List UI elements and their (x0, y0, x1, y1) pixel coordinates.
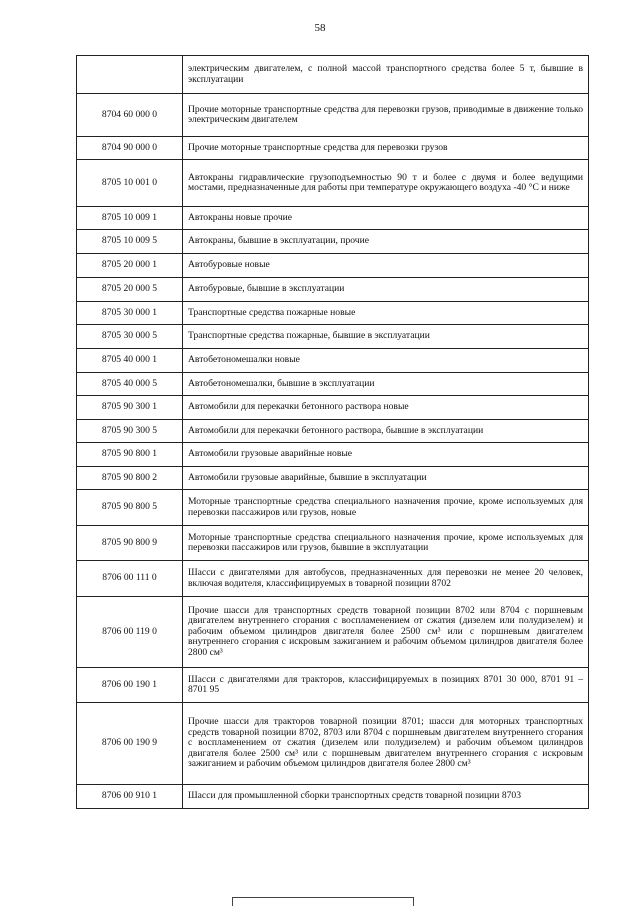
table-row (77, 137, 589, 160)
table-row (77, 467, 589, 490)
table-row (77, 561, 589, 597)
description-cell: Автокраны гидравлические грузоподъемностью 90 т и более с двумя и более ведущими мостами, предназначенные для работы при температуре окружающего воздуха -40 °С и ниже (183, 160, 589, 207)
description-cell: Автомобили грузовые аварийные новые (183, 443, 589, 467)
code-cell: 8705 20 000 1 (77, 254, 183, 278)
table-row (77, 785, 589, 809)
description-cell: Шасси с двигателями для автобусов, предназначенных для перевозки не менее 20 человек, включая водителя, классифицируемых в товарной позиции 8702 (183, 561, 589, 597)
description-cell: Автомобили грузовые аварийные, бывшие в эксплуатации (183, 467, 589, 490)
code-cell: 8706 00 190 1 (77, 668, 183, 703)
description-cell: Автобуровые новые (183, 254, 589, 278)
code-cell: 8705 90 800 5 (77, 490, 183, 526)
table-row (77, 703, 589, 785)
table-row (77, 56, 589, 94)
code-cell: 8705 40 000 1 (77, 349, 183, 373)
code-cell: 8704 90 000 0 (77, 137, 183, 160)
code-cell: 8706 00 910 1 (77, 785, 183, 809)
description-cell: Транспортные средства пожарные новые (183, 302, 589, 325)
code-cell: 8705 90 800 2 (77, 467, 183, 490)
code-cell: 8705 40 000 5 (77, 373, 183, 396)
description-cell: Прочие моторные транспортные средства для перевозки грузов (183, 137, 589, 160)
code-cell: 8705 10 001 0 (77, 160, 183, 207)
code-cell: 8705 30 000 1 (77, 302, 183, 325)
code-cell: 8705 90 800 9 (77, 526, 183, 561)
table-row (77, 373, 589, 396)
table-row (77, 420, 589, 443)
code-cell: 8705 20 000 5 (77, 278, 183, 302)
table-row (77, 302, 589, 325)
table-row (77, 160, 589, 207)
code-cell: 8705 30 000 5 (77, 325, 183, 349)
description-cell: Шасси для промышленной сборки транспортных средств товарной позиции 8703 (183, 785, 589, 809)
description-cell: Автомобили для перекачки бетонного раствора, бывшие в эксплуатации (183, 420, 589, 443)
description-cell: Автокраны новые прочие (183, 207, 589, 230)
code-cell: 8705 90 300 1 (77, 396, 183, 420)
code-cell: 8705 10 009 1 (77, 207, 183, 230)
description-cell: Транспортные средства пожарные, бывшие в эксплуатации (183, 325, 589, 349)
description-cell: электрическим двигателем, с полной массой транспортного средства более 5 т, бывшие в эксплуатации (183, 56, 589, 94)
table-row (77, 278, 589, 302)
table-row (77, 668, 589, 703)
code-cell: 8704 60 000 0 (77, 94, 183, 137)
tariff-code-table (76, 55, 589, 809)
description-cell: Прочие шасси для транспортных средств товарной позиции 8702 или 8704 с поршневым двигателем внутреннего сгорания с воспламенением от сжатия (дизелем или полудизелем) и рабочим объемом цилиндров двигателя более 2500 см³ или с поршневым двигателем внутреннего сгорания с искровым зажиганием и рабочим объемом цилиндров двигателя более 2800 см³ (183, 597, 589, 668)
code-cell: 8705 10 009 5 (77, 230, 183, 254)
description-cell: Моторные транспортные средства специального назначения прочие, кроме используемых для перевозки пассажиров или грузов, новые (183, 490, 589, 526)
description-cell: Автобуровые, бывшие в эксплуатации (183, 278, 589, 302)
code-cell: 8706 00 190 9 (77, 703, 183, 785)
description-cell: Моторные транспортные средства специального назначения прочие, кроме используемых для перевозки пассажиров или грузов, бывшие в эксплуатации (183, 526, 589, 561)
table-row (77, 207, 589, 230)
description-cell: Прочие моторные транспортные средства для перевозки грузов, приводимые в движение только электрическим двигателем (183, 94, 589, 137)
table-row (77, 94, 589, 137)
table-row (77, 254, 589, 278)
code-cell: 8706 00 119 0 (77, 597, 183, 668)
page-number: 58 (314, 22, 326, 34)
description-cell: Автокраны, бывшие в эксплуатации, прочие (183, 230, 589, 254)
description-cell: Прочие шасси для тракторов товарной позиции 8701; шасси для моторных транспортных средств товарной позиции 8702, 8703 или 8704 с поршневым двигателем внутреннего сгорания с воспламенением от сжатия (дизелем или полудизелем) и рабочим объемом цилиндров двигателя более 2500 см³ или с поршневым двигателем внутреннего сгорания с искровым зажиганием и рабочим объемом цилиндров двигателя более 2800 см³ (183, 703, 589, 785)
table-row (77, 490, 589, 526)
description-cell: Шасси с двигателями для тракторов, классифицируемых в позициях 8701 30 000, 8701 91 – 8701 95 (183, 668, 589, 703)
description-cell: Автобетономешалки, бывшие в эксплуатации (183, 373, 589, 396)
table-row (77, 230, 589, 254)
table-row (77, 526, 589, 561)
code-cell (77, 56, 183, 94)
table-row (77, 325, 589, 349)
code-cell: 8705 90 300 5 (77, 420, 183, 443)
table-row (77, 396, 589, 420)
code-cell: 8705 90 800 1 (77, 443, 183, 467)
code-cell: 8706 00 111 0 (77, 561, 183, 597)
table-row (77, 597, 589, 668)
description-cell: Автобетономешалки новые (183, 349, 589, 373)
table-row (77, 349, 589, 373)
table-row (77, 443, 589, 467)
description-cell: Автомобили для перекачки бетонного раствора новые (183, 396, 589, 420)
